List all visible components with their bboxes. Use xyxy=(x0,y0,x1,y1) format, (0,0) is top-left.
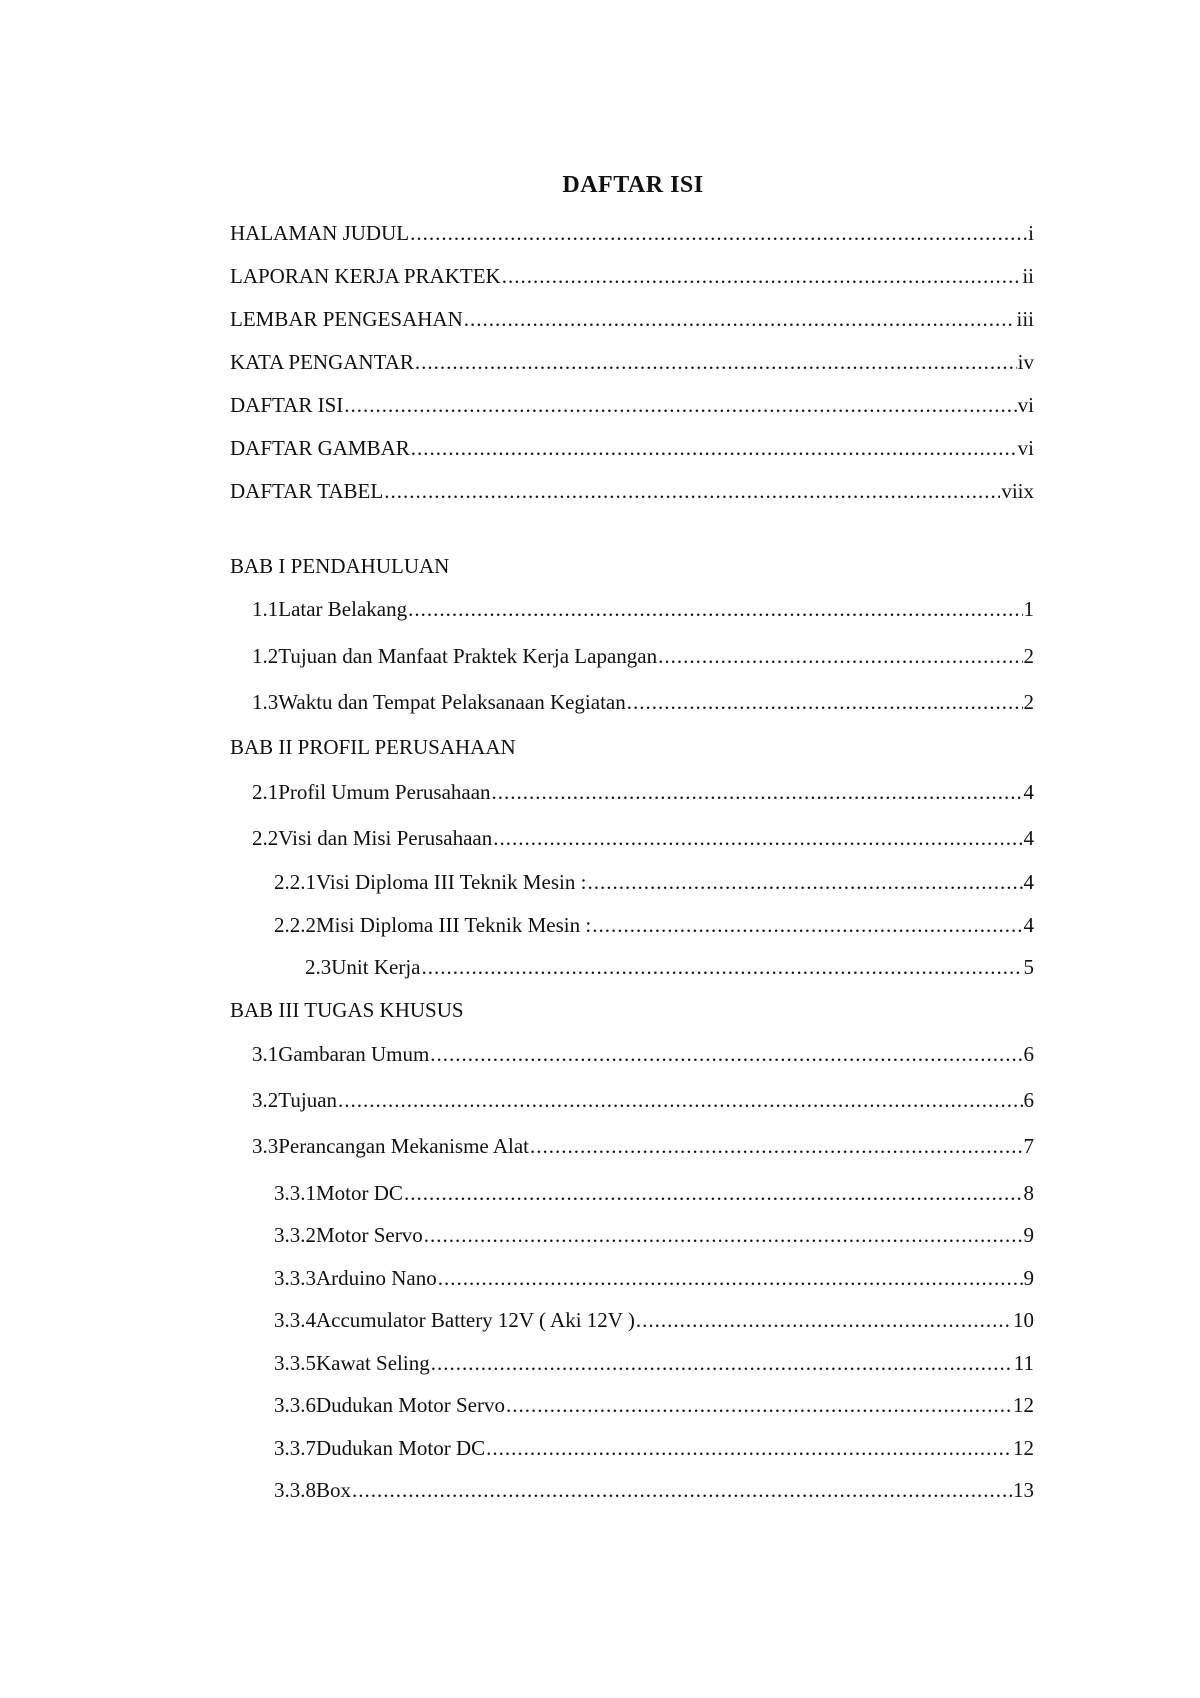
dot-leader xyxy=(627,688,1023,716)
toc-entry-3-2 xyxy=(252,1086,1034,1114)
dot-leader xyxy=(658,642,1022,670)
toc-page-number: iii xyxy=(1016,307,1034,331)
toc-page-number: iv xyxy=(1017,350,1034,374)
toc-entry-label: Tujuan dan Manfaat Praktek Kerja Lapangan xyxy=(278,644,658,668)
dot-leader xyxy=(486,1434,1012,1462)
toc-entry-label: Dudukan Motor DC xyxy=(316,1436,486,1460)
toc-entry-3-3-6 xyxy=(274,1391,1034,1419)
section-number: 3.3.2 xyxy=(274,1223,316,1247)
toc-entry-kata-pengantar xyxy=(230,348,1034,376)
dot-leader xyxy=(493,824,1022,852)
dot-leader xyxy=(506,1391,1012,1419)
chapter-heading: BAB I PENDAHULUAN xyxy=(230,554,450,578)
toc-entry-label: Arduino Nano xyxy=(316,1266,437,1290)
toc-page-number: 2 xyxy=(1023,690,1034,714)
section-number: 3.3.1 xyxy=(274,1181,316,1205)
toc-entry-label: Motor Servo xyxy=(316,1223,423,1247)
dot-leader xyxy=(338,1086,1022,1114)
toc-entry-label: Latar Belakang xyxy=(278,597,408,621)
toc-entry-label: Dudukan Motor Servo xyxy=(316,1393,505,1417)
toc-entry-label: DAFTAR ISI xyxy=(230,393,344,417)
toc-entry-label: Visi dan Misi Perusahaan xyxy=(278,826,493,850)
toc-entry-3-3-3 xyxy=(274,1264,1034,1292)
toc-entry-label: HALAMAN JUDUL xyxy=(230,221,410,245)
dot-leader xyxy=(424,1221,1023,1249)
toc-entry-label: Kawat Seling xyxy=(316,1351,430,1375)
toc-entry-2-1 xyxy=(252,778,1034,806)
toc-page-number: 5 xyxy=(1023,955,1034,979)
toc-page-number: 6 xyxy=(1023,1042,1034,1066)
toc-entry-1-1 xyxy=(252,595,1034,623)
toc-page-number: 9 xyxy=(1023,1266,1034,1290)
dot-leader xyxy=(408,595,1022,623)
toc-page-number: 13 xyxy=(1013,1478,1034,1502)
toc-entry-2-3 xyxy=(305,953,1034,981)
toc-entry-3-3 xyxy=(252,1132,1034,1160)
section-number: 1.3 xyxy=(252,690,279,714)
section-number: 3.3.7 xyxy=(274,1436,316,1460)
dot-leader xyxy=(587,868,1022,896)
toc-entry-1-3 xyxy=(252,688,1034,716)
section-number: 1.1 xyxy=(252,597,279,621)
dot-leader xyxy=(502,262,1022,290)
toc-entry-daftar-tabel xyxy=(230,477,1034,505)
dot-leader xyxy=(344,391,1016,419)
toc-entry-3-3-5 xyxy=(274,1349,1034,1377)
toc-entry-label: Unit Kerja xyxy=(331,955,421,979)
dot-leader xyxy=(438,1264,1023,1292)
toc-entry-halaman-judul xyxy=(230,219,1034,247)
dot-leader xyxy=(636,1306,1012,1334)
section-number: 2.2.2 xyxy=(274,913,316,937)
toc-page-number: i xyxy=(1028,221,1034,245)
toc-page-number: 4 xyxy=(1023,826,1034,850)
section-number: 3.3 xyxy=(252,1134,279,1158)
page-title: DAFTAR ISI xyxy=(562,172,704,198)
dot-leader xyxy=(404,1179,1023,1207)
toc-entry-label: Box xyxy=(316,1478,352,1502)
toc-entry-3-3-4 xyxy=(274,1306,1034,1334)
section-number: 3.3.6 xyxy=(274,1393,316,1417)
toc-entry-3-3-1 xyxy=(274,1179,1034,1207)
toc-entry-2-2 xyxy=(252,824,1034,852)
chapter-heading: BAB III TUGAS KHUSUS xyxy=(230,998,464,1022)
section-number: 3.2 xyxy=(252,1088,279,1112)
toc-page-number: 6 xyxy=(1023,1088,1034,1112)
section-number: 3.3.5 xyxy=(274,1351,316,1375)
toc-page-number: 1 xyxy=(1023,597,1034,621)
toc-page-number: 7 xyxy=(1023,1134,1034,1158)
toc-entry-label: DAFTAR GAMBAR xyxy=(230,436,410,460)
toc-entry-1-2 xyxy=(252,642,1034,670)
toc-entry-label: LAPORAN KERJA PRAKTEK xyxy=(230,264,501,288)
dot-leader xyxy=(410,219,1027,247)
toc-entry-label: Visi Diploma III Teknik Mesin : xyxy=(316,870,587,894)
toc-entry-3-3-2 xyxy=(274,1221,1034,1249)
toc-entry-laporan-kerja-praktek xyxy=(230,262,1034,290)
toc-entry-label: KATA PENGANTAR xyxy=(230,350,414,374)
section-number: 3.3.8 xyxy=(274,1478,316,1502)
toc-entry-3-1 xyxy=(252,1040,1034,1068)
toc-page-number: 12 xyxy=(1013,1436,1034,1460)
toc-page-number: 10 xyxy=(1013,1308,1034,1332)
dot-leader xyxy=(415,348,1017,376)
toc-entry-label: Profil Umum Perusahaan xyxy=(278,780,491,804)
section-number: 1.2 xyxy=(252,644,279,668)
dot-leader xyxy=(430,1040,1022,1068)
toc-page-number: vi xyxy=(1017,393,1034,417)
toc-entry-2-2-1 xyxy=(274,868,1034,896)
toc-page-number: 2 xyxy=(1023,644,1034,668)
toc-entry-label: Motor DC xyxy=(316,1181,403,1205)
toc-entry-daftar-gambar xyxy=(230,434,1034,462)
dot-leader xyxy=(530,1132,1023,1160)
toc-entry-3-3-7 xyxy=(274,1434,1034,1462)
dot-leader xyxy=(592,911,1022,939)
section-number: 2.2 xyxy=(252,826,279,850)
dot-leader xyxy=(431,1349,1013,1377)
section-number: 2.2.1 xyxy=(274,870,316,894)
toc-page-number: 12 xyxy=(1013,1393,1034,1417)
toc-entry-lembar-pengesahan xyxy=(230,305,1034,333)
section-number: 3.3.4 xyxy=(274,1308,316,1332)
toc-entry-label: Waktu dan Tempat Pelaksanaan Kegiatan xyxy=(278,690,626,714)
dot-leader xyxy=(492,778,1023,806)
toc-page-number: 4 xyxy=(1023,780,1034,804)
section-number: 2.3 xyxy=(305,955,332,979)
toc-page-number: vi xyxy=(1017,436,1034,460)
dot-leader xyxy=(421,953,1022,981)
dot-leader xyxy=(352,1476,1012,1504)
chapter-heading: BAB II PROFIL PERUSAHAAN xyxy=(230,735,516,759)
toc-page-number: 11 xyxy=(1013,1351,1034,1375)
toc-entry-label: Misi Diploma III Teknik Mesin : xyxy=(316,913,592,937)
toc-entry-label: DAFTAR TABEL xyxy=(230,479,384,503)
toc-entry-2-2-2 xyxy=(274,911,1034,939)
dot-leader xyxy=(464,305,1016,333)
toc-entry-3-3-8 xyxy=(274,1476,1034,1504)
dot-leader xyxy=(411,434,1017,462)
section-number: 3.3.3 xyxy=(274,1266,316,1290)
toc-page-number: 9 xyxy=(1023,1223,1034,1247)
toc-entry-label: Tujuan xyxy=(278,1088,338,1112)
toc-entry-daftar-isi xyxy=(230,391,1034,419)
toc-entry-label: LEMBAR PENGESAHAN xyxy=(230,307,463,331)
dot-leader xyxy=(384,477,1000,505)
toc-entry-label: Gambaran Umum xyxy=(278,1042,430,1066)
toc-entry-label: Perancangan Mekanisme Alat xyxy=(278,1134,529,1158)
section-number: 2.1 xyxy=(252,780,279,804)
toc-entry-label: Accumulator Battery 12V ( Aki 12V ) xyxy=(316,1308,635,1332)
toc-page-number: ii xyxy=(1022,264,1034,288)
toc-page-number: 8 xyxy=(1023,1181,1034,1205)
toc-page-number: 4 xyxy=(1023,913,1034,937)
toc-page-number: 4 xyxy=(1023,870,1034,894)
toc-page-number: viix xyxy=(1001,479,1034,503)
section-number: 3.1 xyxy=(252,1042,279,1066)
